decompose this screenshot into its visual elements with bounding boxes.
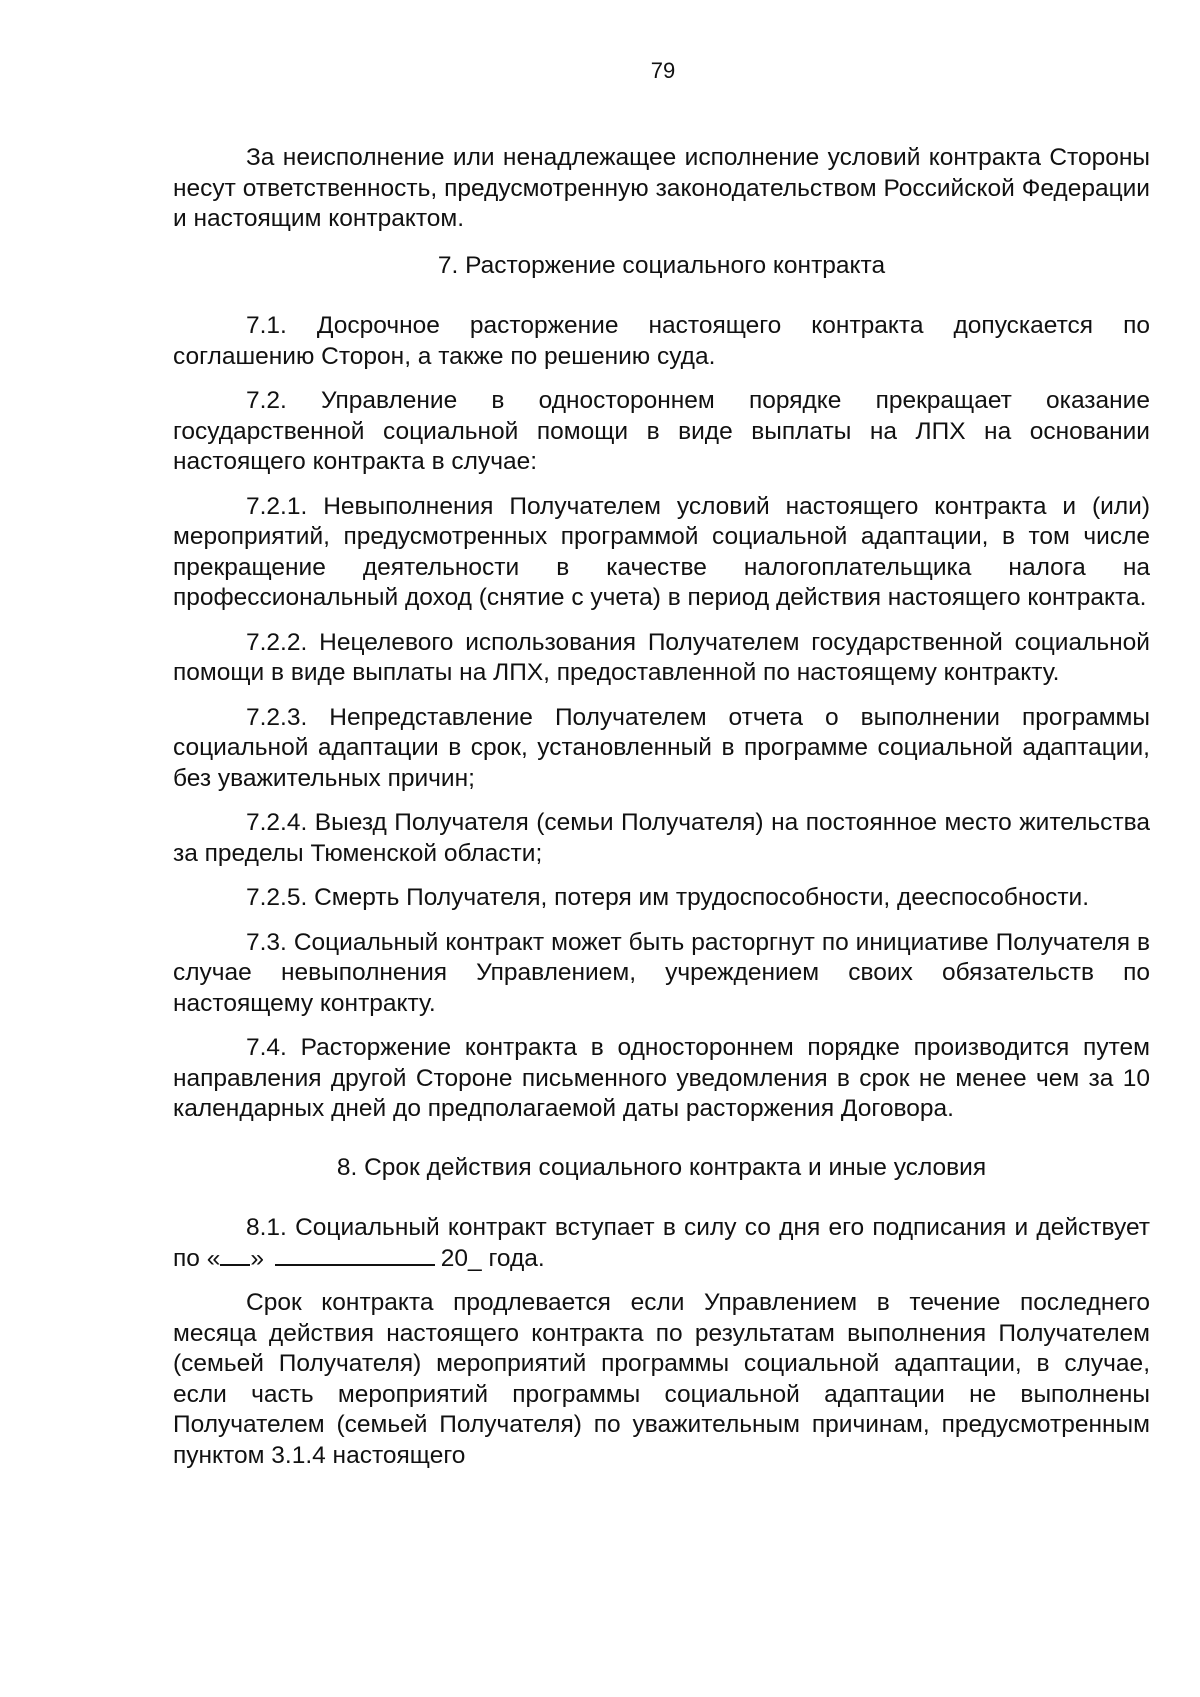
paragraph-7-2-3: 7.2.3. Непредставление Получателем отчета о выполнении программы социальной адаптации в срок, установленный в программе социальной адаптации, без уважительных причин; bbox=[173, 703, 1150, 792]
paragraph-7-2-1: 7.2.1. Невыполнения Получателем условий настоящего контракта и (или) мероприятий, предусмотренных программой социальной адаптации, в том числе прекращение деятельности в качестве налогоплательщика налога на профессиональный доход (снятие с учета) в период действия настоящего контракта. bbox=[173, 492, 1150, 611]
section-heading-8: 8. Срок действия социального контракта и иные условия bbox=[336, 1153, 987, 1181]
paragraph-term-extension: Срок контракта продлевается если Управлением в течение последнего месяца действия настоящего контракта по результатам выполнения Получателем (семьей Получателя) мероприятий программы социальной адаптации, в случае, если часть мероприятий программы социальной адаптации не выполнены Получателем (семьей Получателя) по уважительным причинам, предусмотренным пунктом 3.1.4 настоящего bbox=[173, 1289, 1150, 1469]
paragraph-8-1-text-start: 8.1. Социальный контракт вступает в силу со дня его подписания и действует по « bbox=[173, 1214, 1150, 1272]
section-heading-7: 7. Расторжение социального контракта bbox=[437, 251, 886, 279]
paragraph-7-3: 7.3. Социальный контракт может быть расторгнут по инициативе Получателя в случае невыполнения Управлением, учреждением своих обязательств по настоящему контракту. bbox=[173, 928, 1150, 1017]
paragraph-7-1: 7.1. Досрочное расторжение настоящего контракта допускается по соглашению Сторон, а также по решению суда. bbox=[173, 312, 1150, 370]
month-blank-line bbox=[275, 1244, 435, 1266]
day-blank-line bbox=[220, 1244, 250, 1266]
paragraph-7-2-5: 7.2.5. Смерть Получателя, потеря им трудоспособности, дееспособности. bbox=[246, 884, 1090, 911]
paragraph-7-2-4: 7.2.4. Выезд Получателя (семьи Получателя) на постоянное место жительства за пределы Тюменской области; bbox=[173, 809, 1150, 867]
paragraph-7-2: 7.2. Управление в одностороннем порядке прекращает оказание государственной социальной помощи в виде выплаты на ЛПХ на основании настоящего контракта в случае: bbox=[173, 387, 1150, 475]
paragraph-8-1-quote-close: » bbox=[250, 1244, 264, 1272]
paragraph-7-4: 7.4. Расторжение контракта в одностороннем порядке производится путем направления другой Стороне письменного уведомления в срок не менее чем за 10 календарных дней до предполагаемой даты расторжения Договора. bbox=[173, 1034, 1150, 1122]
document-body bbox=[173, 143, 1150, 1485]
paragraph-8-1 bbox=[173, 1213, 1150, 1274]
paragraph-8-1-text-end: 20_ года. bbox=[440, 1244, 545, 1272]
paragraph-liability: За неисполнение или ненадлежащее исполнение условий контракта Стороны несут ответственность, предусмотренную законодательством Российской Федерации и настоящим контрактом. bbox=[173, 144, 1150, 232]
paragraph-7-2-2: 7.2.2. Нецелевого использования Получателем государственной социальной помощи в виде выплаты на ЛПХ, предоставленной по настоящему контракту. bbox=[173, 628, 1150, 686]
page-number: 79 bbox=[650, 58, 676, 83]
